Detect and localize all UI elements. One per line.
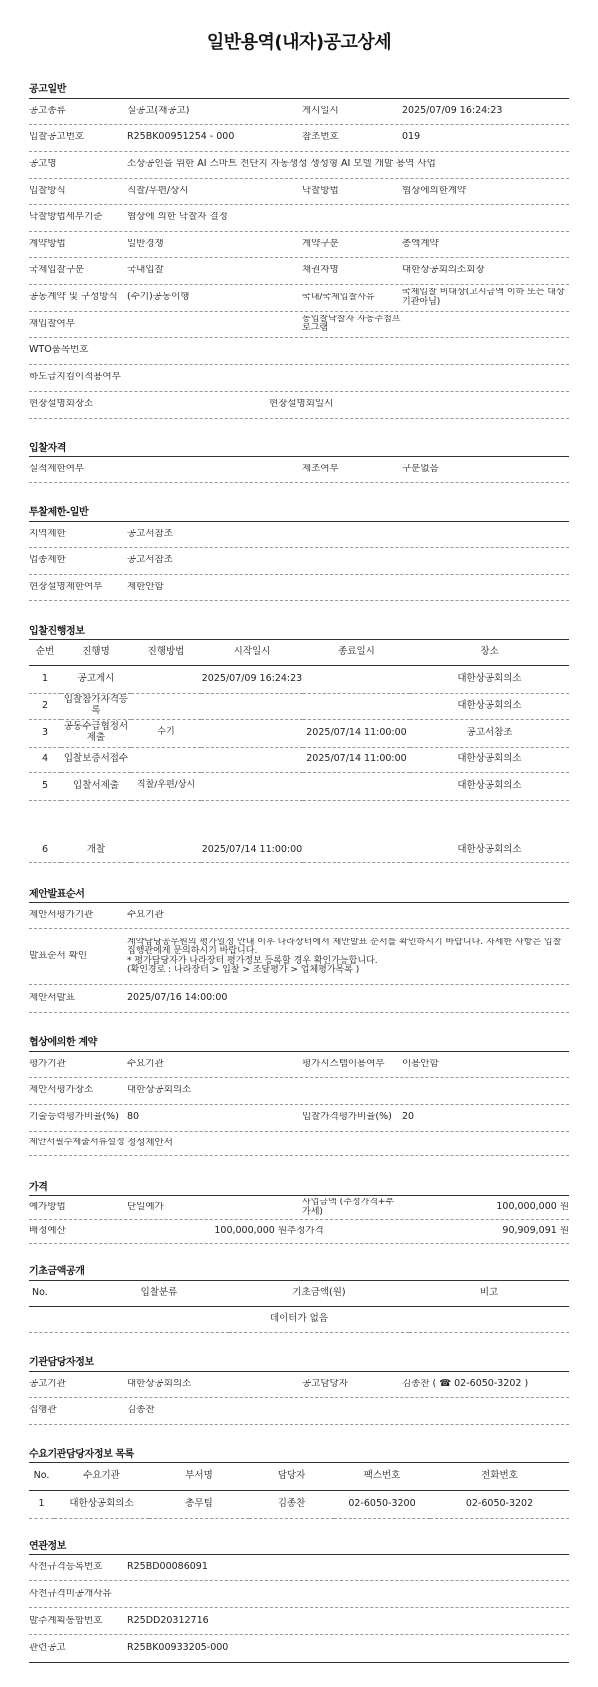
field-value: R25DD20312716 [127, 1615, 209, 1626]
field-label: 제안서평가장소 [29, 1085, 94, 1096]
field-label: 제안서필수제출서류설정 [29, 1138, 125, 1148]
field-label: 게시일시 [302, 105, 339, 116]
field-label: 현장설명제한여부 [29, 581, 103, 592]
table-cell: 직찰/우편/상시 [136, 780, 196, 791]
section-title-related: 연관정보 [29, 1541, 569, 1556]
field-row [29, 1105, 569, 1132]
field-row [29, 392, 569, 419]
column-header: 진행명 [82, 645, 110, 657]
field-label: WTO품목번호 [29, 345, 89, 356]
page-title: 일반용역(내자)공고상세 [206, 32, 392, 53]
field-label: 제조여부 [302, 464, 339, 475]
table-cell: 개찰 [86, 843, 106, 855]
field-row [29, 548, 569, 575]
table-cell [131, 747, 201, 772]
field-label: 입찰공고번호 [29, 132, 85, 143]
table-cell: 총무팀 [185, 1497, 213, 1509]
table-header-row [29, 1463, 569, 1490]
field-label: 사전규격등록번호 [29, 1562, 103, 1573]
field-value: 제한안함 [127, 581, 164, 592]
table-cell: 4 [41, 753, 49, 765]
field-value: 협상에 의한 낙찰자 결정 [127, 212, 228, 223]
table-cell: 대한상공회의소 [457, 843, 522, 855]
field-label: 낙찰방법 [302, 185, 339, 196]
table-row [29, 693, 569, 719]
field-value: 2025/07/16 14:00:00 [127, 993, 228, 1004]
field-label: 실적제한여부 [29, 464, 85, 475]
field-value: 소상공인을 위한 AI 스마트 전단지 자동생성 생성형 AI 모델 개발 용역 사업 [127, 159, 436, 170]
column-header: 수요기관 [83, 1469, 120, 1481]
field-row [29, 1078, 569, 1105]
field-label: 하도급지킴이적용여부 [29, 372, 121, 383]
field-row [29, 365, 569, 392]
field-row [29, 285, 569, 312]
table-cell: 2 [41, 699, 49, 711]
table-cell: 수기 [157, 727, 175, 738]
field-value: 수요기관 [127, 1058, 164, 1069]
field-row [29, 125, 569, 152]
table-cell: 입찰보증서접수 [63, 753, 129, 765]
empty-message: 데이터가 없음 [269, 1313, 329, 1325]
table-cell: 1 [41, 672, 49, 684]
field-label: 낙찰방법세부기준 [29, 212, 103, 223]
section-title-price: 가격 [29, 1182, 569, 1197]
field-label: 현장설명회일시 [269, 399, 334, 410]
field-label: 제안서발표 [29, 993, 75, 1004]
field-label: 집행관 [29, 1405, 57, 1416]
field-row [29, 1555, 569, 1581]
field-label: 공고담당자 [302, 1378, 348, 1389]
field-row [29, 232, 569, 258]
table-cell: 5 [41, 779, 49, 791]
field-value: 2025/07/09 16:24:23 [402, 105, 503, 116]
field-row [29, 205, 569, 232]
field-value: 계약담당공무원의 평가일정 안내 이후 나라장터에서 제안발표 순서를 확인하시기 바랍니다. 자세한 사항은 입찰 집행관에게 문의하시기 바랍니다. * 평가담당자가 나라장터 평가정보 등록할 경우 확인가능합니다. (확인경로 : 나라장터 > 입찰 > 조달평가 > 업체평가목록 ) [127, 937, 562, 975]
section-title-demand: 수요기관담당자정보 목록 [29, 1449, 569, 1464]
field-label: 계약방법 [29, 238, 66, 249]
column-header: No. [33, 1469, 50, 1481]
table-cell: 2025/07/14 11:00:00 [306, 753, 407, 765]
field-value: 대한상공회의소 [127, 1378, 192, 1389]
table-cell: 3 [41, 726, 49, 738]
field-label: 기술능력평가비율(%) [29, 1112, 119, 1123]
field-value: 대한상공회의소회장 [402, 265, 485, 276]
field-value: 대한상공회의소 [127, 1085, 192, 1096]
field-label: 참조번호 [302, 132, 339, 143]
table-cell: 2025/07/09 16:24:23 [201, 672, 303, 684]
field-label: 사전규격미공개사유 [29, 1588, 112, 1599]
field-row [29, 457, 569, 483]
field-label: 관련공고 [29, 1643, 66, 1654]
table-cell: 02-6050-3200 [348, 1497, 416, 1509]
table-cell [131, 800, 201, 862]
notice-detail [29, 84, 569, 1663]
table-row [29, 1490, 569, 1518]
section-title-negotiation: 협상에의한 계약 [29, 1037, 569, 1052]
field-value: 국제입찰 비대상(고시금액 이하 또는 대상기관아님) [402, 288, 565, 307]
table-header-row [29, 1281, 569, 1307]
field-label: 입찰가격평가비율(%) [302, 1112, 392, 1123]
table-cell: 대한상공회의소 [457, 672, 522, 684]
field-value: 90,909,091 원 [502, 1226, 569, 1237]
field-value: 공고서참조 [127, 555, 173, 566]
field-label: 발표순서 확인 [29, 951, 88, 962]
field-label: 업종제한 [29, 555, 66, 566]
field-label: 지역제한 [29, 528, 66, 539]
column-header: 시작일시 [233, 645, 271, 657]
table-cell: 공고게시 [77, 672, 115, 684]
column-header: 담당자 [277, 1469, 306, 1481]
section-title-restriction: 투찰제한-일반 [29, 507, 569, 522]
table-cell [303, 772, 410, 800]
progress-table [29, 640, 569, 863]
field-label: 평가기관 [29, 1058, 66, 1069]
field-row [29, 1196, 569, 1220]
field-value: 80 [127, 1112, 140, 1123]
field-row [29, 903, 569, 929]
field-value: 구분없음 [402, 464, 439, 475]
field-label: 공고종류 [29, 105, 66, 116]
field-value: 협상에의한계약 [402, 185, 467, 196]
table-cell [201, 719, 303, 747]
section-title-qualification: 입찰자격 [29, 443, 569, 458]
column-header: 전화번호 [481, 1469, 518, 1481]
field-value: 국내입찰 [127, 265, 164, 276]
field-value: 김종찬 [127, 1405, 155, 1416]
column-header: No. [32, 1286, 48, 1298]
column-header: 기초금액(원) [292, 1286, 346, 1298]
field-label: 채권자명 [302, 265, 339, 276]
table-cell: 1 [38, 1497, 45, 1509]
field-value: 이용안함 [402, 1058, 439, 1069]
field-label: 공고기관 [29, 1378, 66, 1389]
column-header: 비고 [479, 1286, 499, 1298]
table-row [29, 772, 569, 800]
table-cell: 대한상공회의소 [457, 779, 522, 791]
table-row [29, 719, 569, 747]
table-cell: 입찰참가자격등록 [63, 694, 129, 716]
table-cell: 02-6050-3202 [465, 1497, 534, 1509]
section-title-general: 공고일반 [29, 84, 569, 99]
table-cell [201, 693, 303, 719]
table-row [29, 747, 569, 772]
field-row [29, 985, 569, 1013]
field-row [29, 1132, 569, 1156]
field-value: 공고서참조 [127, 528, 173, 539]
field-value: 단일예가 [127, 1202, 164, 1213]
field-value: 김종찬 ( ☎ 02-6050-3202 ) [402, 1378, 529, 1389]
column-header: 입찰분류 [140, 1286, 178, 1298]
field-value: R25BK00951254 - 000 [127, 132, 235, 143]
field-label: 입찰방식 [29, 185, 66, 196]
field-label: 국제입찰구분 [29, 265, 85, 276]
table-cell: 공동수급협정서제출 [63, 721, 129, 743]
field-value: (수기)공동이행 [127, 292, 190, 303]
field-value: 수요기관 [127, 910, 164, 921]
field-label: 사업금액 (추정가격+부가세) [302, 1198, 395, 1217]
field-label: 동입찰낙찰자 자동추첨프로그램 [302, 314, 401, 333]
field-row [29, 575, 569, 601]
table-cell [131, 665, 201, 693]
field-value: 019 [402, 132, 421, 143]
field-value: R25BK00933205-000 [127, 1643, 229, 1654]
field-label: 공동계약 및 구성방식 [29, 292, 118, 303]
field-label: 국내/국제입찰사유 [302, 292, 375, 302]
field-value: 일반경쟁 [127, 238, 164, 249]
field-label: 배정예산 [29, 1226, 66, 1237]
demand-table [29, 1463, 569, 1519]
field-value: 100,000,000 원 [214, 1226, 287, 1237]
field-label: 공고명 [29, 159, 57, 170]
table-cell [303, 693, 410, 719]
field-row [29, 152, 569, 179]
section-title-proposal: 제안발표순서 [29, 889, 569, 904]
field-row [29, 1635, 569, 1663]
field-value: 20 [402, 1112, 415, 1123]
field-row [29, 258, 569, 285]
field-label: 평가시스템이용여부 [302, 1058, 385, 1069]
table-header-row [29, 640, 569, 665]
table-row [29, 665, 569, 693]
column-header: 장소 [480, 645, 499, 657]
field-row [29, 338, 569, 365]
table-cell [131, 693, 201, 719]
table-row [29, 800, 569, 862]
field-value: 총액계약 [402, 238, 439, 249]
table-cell [201, 747, 303, 772]
field-row [29, 929, 569, 985]
field-row [29, 99, 569, 125]
field-row [29, 1052, 569, 1078]
field-row [29, 1372, 569, 1398]
table-cell: 대한상공회의소 [457, 699, 522, 711]
field-value: 직찰/우편/상시 [127, 185, 189, 196]
field-row [29, 522, 569, 548]
field-row [29, 1581, 569, 1608]
field-row [29, 312, 569, 338]
table-cell [201, 772, 303, 800]
table-cell: 대한상공회의소 [457, 753, 522, 765]
table-cell [303, 800, 410, 862]
table-cell: 김종찬 [277, 1497, 306, 1509]
table-cell: 입찰서제출 [73, 779, 119, 791]
field-label: 추정가격 [287, 1226, 324, 1237]
field-row [29, 1398, 569, 1425]
field-label: 재입찰여부 [29, 318, 75, 329]
field-label: 예가방법 [29, 1202, 66, 1213]
table-cell: 공고서참조 [466, 726, 513, 738]
field-row [29, 1608, 569, 1635]
field-value: 정성제안서 [127, 1137, 173, 1148]
field-label: 제안서평가기관 [29, 910, 94, 921]
column-header: 진행방법 [147, 645, 185, 657]
field-value: 실공고(재공고) [127, 105, 190, 116]
field-row [29, 179, 569, 205]
field-label: 계약구분 [302, 238, 339, 249]
field-label: 현장설명회장소 [29, 399, 94, 410]
column-header: 종료일시 [338, 645, 375, 657]
table-cell: 대한상공회의소 [69, 1497, 134, 1509]
table-cell: 6 [41, 843, 49, 855]
table-row [29, 1307, 569, 1333]
section-title-progress: 입찰진행정보 [29, 626, 569, 641]
table-cell: 2025/07/14 11:00:00 [201, 843, 303, 855]
base-amount-table [29, 1281, 569, 1334]
table-cell [303, 665, 410, 693]
section-title-agency: 기관담당자정보 [29, 1357, 569, 1372]
table-cell: 2025/07/14 11:00:00 [306, 726, 407, 738]
column-header: 부서명 [185, 1469, 213, 1481]
column-header: 순번 [35, 645, 55, 657]
field-row [29, 1220, 569, 1244]
column-header: 팩스번호 [363, 1469, 401, 1481]
field-value: R25BD00086091 [127, 1562, 208, 1573]
field-value: 100,000,000 원 [496, 1202, 569, 1213]
field-label: 발주계획통합번호 [29, 1615, 103, 1626]
section-title-base_amount: 기초금액공개 [29, 1266, 569, 1281]
